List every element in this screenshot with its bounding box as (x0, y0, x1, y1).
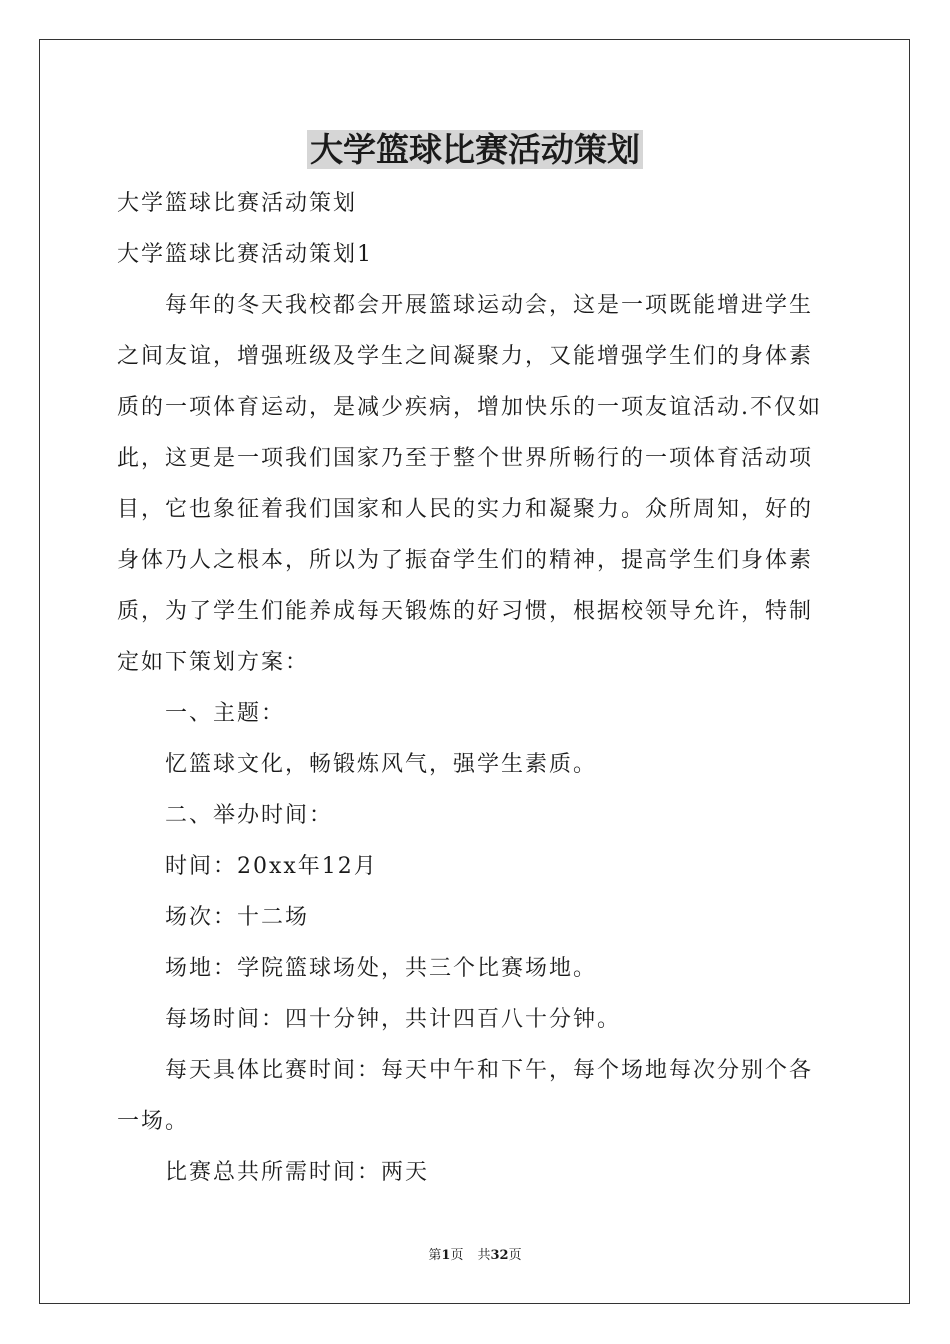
paragraph-daily-schedule: 每天具体比赛时间：每天中午和下午，每个场地每次分别个各一场。 (117, 1058, 814, 1134)
total-prefix: 共 (477, 1248, 491, 1263)
paragraph-time: 时间：20xx年12月 (165, 854, 378, 879)
paragraph-sessions: 场次：十二场 (165, 905, 310, 930)
page-prefix: 第 (428, 1248, 442, 1263)
paragraph-theme: 忆篮球文化，畅锻炼风气，强学生素质。 (165, 752, 598, 777)
total-pages: 32 (490, 1248, 509, 1263)
document-title-text: 大学篮球比赛活动策划 (307, 130, 643, 169)
paragraph-venue: 场地：学院篮球场处，共三个比赛场地。 (165, 956, 598, 981)
paragraph-duration: 每场时间：四十分钟，共计四百八十分钟。 (165, 1007, 622, 1032)
paragraph-theme-heading: 一、主题： (165, 701, 286, 726)
paragraph-section-heading: 大学篮球比赛活动策划1 (117, 242, 373, 267)
paragraph-intro: 每年的冬天我校都会开展篮球运动会，这是一项既能增进学生之间友谊，增强班级及学生之间凝聚力，又能增强学生们的身体素质的一项体育运动，是减少疾病，增加快乐的一项友谊活动.不仅如此，这更是一项我们国家乃至于整个世界所畅行的一项体育活动项目，它也象征着我们国家和人民的实力和凝聚力。众所周知，好的身体乃人之根本，所以为了振奋学生们的精神，提高学生们身体素质，为了学生们能养成每天锻炼的好习惯，根据校领导允许，特制定如下策划方案： (117, 293, 822, 675)
document-body (117, 178, 835, 1198)
page-footer (0, 1246, 950, 1266)
paragraph-total-time: 比赛总共所需时间：两天 (165, 1160, 430, 1185)
document-title (0, 128, 950, 172)
paragraph-doc-heading: 大学篮球比赛活动策划 (117, 191, 358, 216)
paragraph-time-heading: 二、举办时间： (165, 803, 334, 828)
page-suffix: 页 (450, 1248, 464, 1263)
page-number: 1 (441, 1248, 451, 1263)
total-suffix: 页 (508, 1248, 522, 1263)
